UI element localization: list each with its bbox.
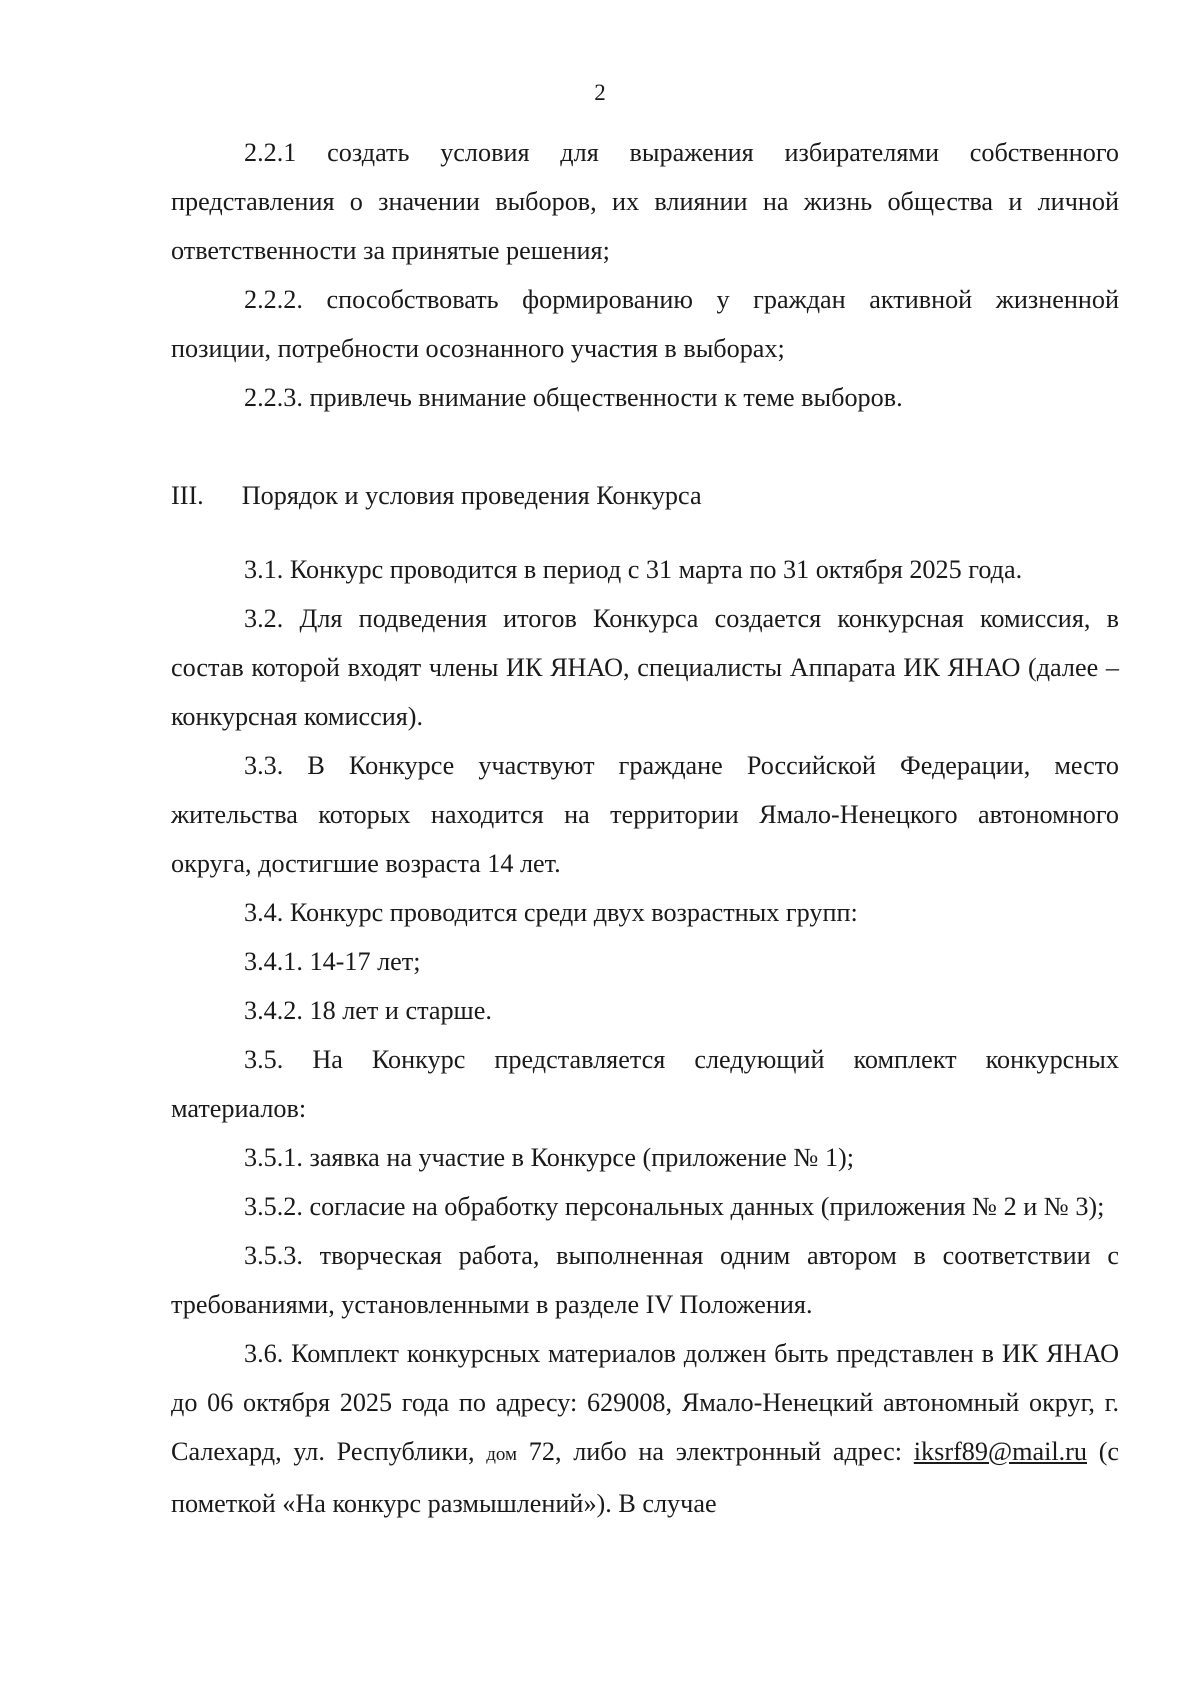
paragraph-2-2-2: 2.2.2. способствовать формированию у граждан активной жизненной позиции, потребности осознанного участия в выборах; — [171, 285, 1119, 363]
paragraph-3-4: 3.4. Конкурс проводится среди двух возрастных групп: — [244, 898, 858, 927]
paragraph-3-4-2: 3.4.2. 18 лет и старше. — [244, 996, 492, 1025]
paragraph-3-6-text-b: 72, либо на электронный адрес: — [528, 1437, 903, 1466]
paragraph-3-5-2: 3.5.2. согласие на обработку персональных данных (приложения № 2 и № 3); — [244, 1192, 1105, 1221]
paragraph-3-3: 3.3. В Конкурсе участвуют граждане Российской Федерации, место жительства которых находится на территории Ямало-Ненецкого автономного округа, достигшие возраста 14 лет. — [171, 751, 1119, 878]
section-number: III. — [171, 481, 204, 510]
document-body — [171, 128, 1119, 1528]
paragraph-3-6-dom: дом — [486, 1444, 518, 1465]
email-link[interactable]: iksrf89@mail.ru — [913, 1437, 1087, 1466]
paragraph-3-4-1: 3.4.1. 14-17 лет; — [244, 947, 421, 976]
paragraph-2-2-3: 2.2.3. привлечь внимание общественности к теме выборов. — [244, 383, 903, 412]
paragraph-3-5: 3.5. На Конкурс представляется следующий комплект конкурсных материалов: — [171, 1045, 1119, 1123]
paragraph-3-6-text-a: 3.6. Комплект конкурсных материалов должен быть представлен в ИК ЯНАО до 06 октября 2025 года по адресу: 629008, Ямало-Ненецкий автономный округ, г. Салехард, ул. Республики, — [171, 1339, 1119, 1466]
page-number: 2 — [594, 80, 606, 105]
paragraph-2-2-1: 2.2.1 создать условия для выражения избирателями собственного представления о значении выборов, их влиянии на жизнь общества и личной ответственности за принятые решения; — [171, 138, 1119, 265]
paragraph-3-6 — [171, 1329, 1119, 1528]
paragraph-3-2: 3.2. Для подведения итогов Конкурса создается конкурсная комиссия, в состав которой входят члены ИК ЯНАО, специалисты Аппарата ИК ЯНАО (далее – конкурсная комиссия). — [171, 604, 1119, 731]
paragraph-3-5-1: 3.5.1. заявка на участие в Конкурсе (приложение № 1); — [244, 1143, 855, 1172]
paragraph-3-5-3: 3.5.3. творческая работа, выполненная одним автором в соответствии с требованиями, установленными в разделе IV Положения. — [171, 1241, 1119, 1319]
section-heading — [171, 471, 1119, 520]
section-title: Порядок и условия проведения Конкурса — [241, 481, 702, 510]
paragraph-3-1: 3.1. Конкурс проводится в период с 31 марта по 31 октября 2025 года. — [244, 555, 1023, 584]
paragraph-3-6-text-c: (с пометкой «На конкурс размышлений»). В случае — [171, 1437, 1120, 1518]
